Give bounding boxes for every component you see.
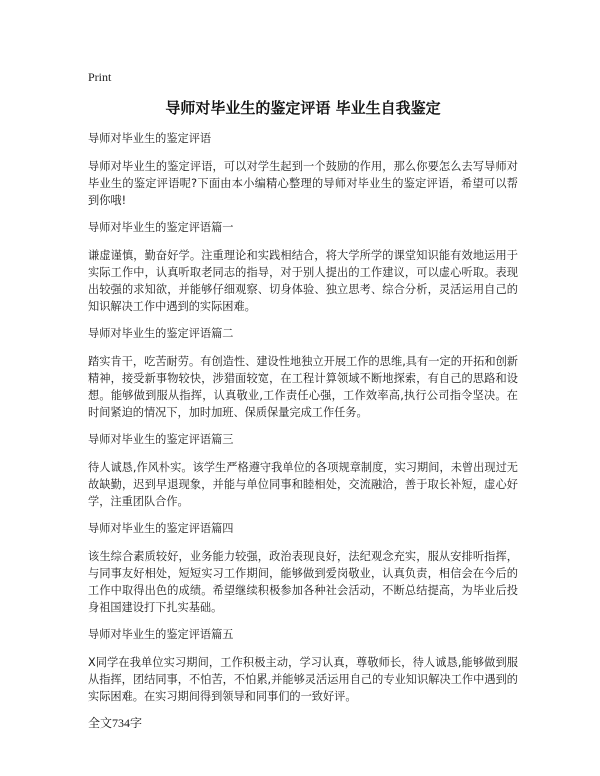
intro-heading: 导师对毕业生的鉴定评语	[88, 132, 212, 145]
print-label: Print	[88, 70, 112, 84]
section-paragraph-1: 谦虚谨慎，勤奋好学。注重理论和实践相结合，将大学所学的课堂知识能有效地运用于实际工作中，认真听取老同志的指导，对于别人提出的工作建议，可以虚心听取。表现出较强的求知欲，并能够仔细观察、切身体验、独立思考、综合分析，灵活运用自己的知识解决工作中遇到的实际困难。	[88, 249, 518, 313]
section-heading-5: 导师对毕业生的鉴定评语篇五	[88, 628, 234, 641]
section-heading-1: 导师对毕业生的鉴定评语篇一	[88, 221, 234, 234]
section-paragraph-4: 该生综合素质较好，业务能力较强，政治表现良好，法纪观念充实，服从安排听指挥，与同事友好相处，短短实习工作期间，能够做到爱岗敬业，认真负责，相信会在今后的工作中取得出色的成绩。希望继续积极参加各种社会活动，不断总结提高，为毕业后投身祖国建设打下扎实基础。	[88, 550, 518, 614]
section-paragraph-2: 踏实肯干，吃苦耐劳。有创造性、建设性地独立开展工作的思维,具有一定的开拓和创新精神，接受新事物较快，涉猎面较宽，在工程计算领域不断地探索，有自己的思路和设想。能够做到服从指挥，认真敬业,工作责任心强，工作效率高,执行公司指令坚决。在时间紧迫的情况下，加时加班、保质保量完成工作任务。	[88, 355, 518, 419]
section-paragraph-3: 待人诚恳,作风朴实。该学生严格遵守我单位的各项规章制度，实习期间，未曾出现过无故缺勤，迟到早退现象，并能与单位同事和睦相处，交流融洽，善于取长补短，虚心好学，注重团队合作。	[88, 461, 518, 508]
section-heading-3: 导师对毕业生的鉴定评语篇三	[88, 433, 234, 446]
document-page	[88, 70, 518, 730]
section-paragraph-5: X同学在我单位实习期间，工作积极主动，学习认真，尊敬师长，待人诚恳,能够做到服从指挥，团结同事，不怕苦，不怕累,并能够灵活运用自己的专业知识解决工作中遇到的实际困难。在实习期间得到领导和同事们的一致好评。	[88, 656, 518, 703]
document-title: 导师对毕业生的鉴定评语 毕业生自我鉴定	[165, 99, 441, 117]
section-heading-2: 导师对毕业生的鉴定评语篇二	[88, 327, 234, 340]
section-heading-4: 导师对毕业生的鉴定评语篇四	[88, 522, 234, 535]
intro-paragraph: 导师对毕业生的鉴定评语，可以对学生起到一个鼓励的作用，那么你要怎么去写导师对毕业生的鉴定评语呢?下面由本小编精心整理的导师对毕业生的鉴定评语，希望可以帮到你哦!	[88, 160, 518, 207]
word-count: 全文734字	[88, 716, 143, 730]
